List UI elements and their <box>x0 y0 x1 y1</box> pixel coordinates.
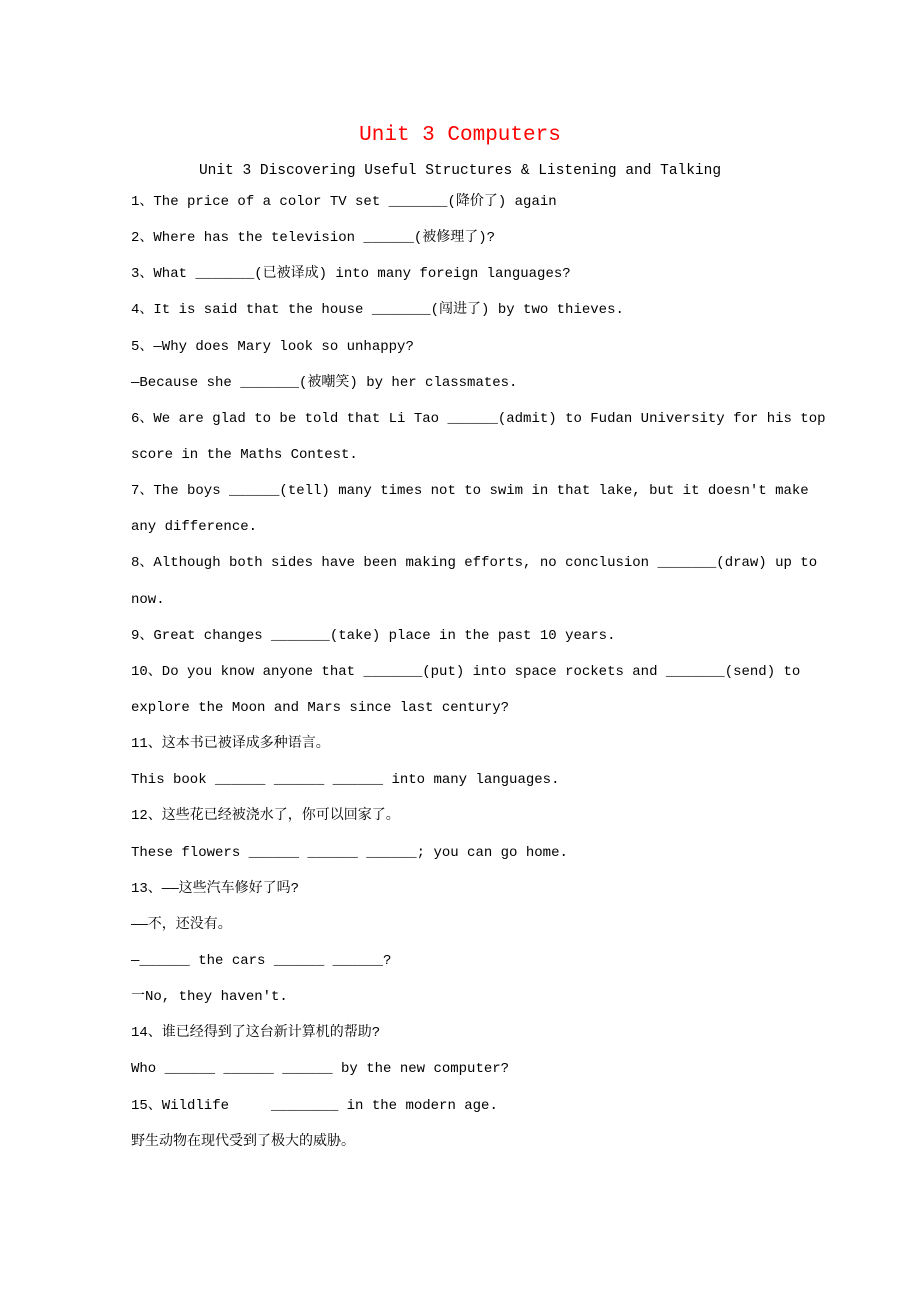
exercise-line: 4、It is said that the house _______(闯进了) by two thieves. <box>131 302 624 319</box>
exercise-line: 11、这本书已被译成多种语言。 <box>131 736 330 753</box>
document-subtitle: Unit 3 Discovering Useful Structures & Listening and Talking <box>198 163 722 179</box>
exercise-line: —______ the cars ______ ______? <box>131 952 392 969</box>
exercise-line: Who ______ ______ ______ by the new computer? <box>131 1061 510 1078</box>
exercise-line: 9、Great changes _______(take) place in the past 10 years. <box>131 627 616 644</box>
exercise-line: 野生动物在现代受到了极大的威胁。 <box>131 1133 355 1150</box>
exercise-line: 10、Do you know anyone that _______(put) into space rockets and _______(send) to <box>131 663 801 680</box>
exercise-line: 一No, they haven't. <box>131 989 288 1006</box>
exercise-line: This book ______ ______ ______ into many languages. <box>131 772 560 789</box>
exercise-line: 2、Where has the television ______(被修理了)? <box>131 230 496 247</box>
exercise-line: 12、这些花已经被浇水了，你可以回家了。 <box>131 808 400 825</box>
exercise-line: any difference. <box>131 519 258 536</box>
exercise-line: now. <box>131 591 165 608</box>
document-title: Unit 3 Computers <box>359 124 561 147</box>
exercise-list <box>131 184 831 1160</box>
exercise-line: 3、What _______(已被译成) into many foreign languages? <box>131 266 571 283</box>
exercise-line: 14、谁已经得到了这台新计算机的帮助? <box>131 1025 381 1042</box>
exercise-line: 13、——这些汽车修好了吗? <box>131 880 300 897</box>
exercise-line: 8、Although both sides have been making efforts, no conclusion _______(draw) up to <box>131 555 818 572</box>
exercise-line: 6、We are glad to be told that Li Tao ______(admit) to Fudan University for his top <box>131 410 826 427</box>
exercise-line: score in the Maths Contest. <box>131 446 358 463</box>
exercise-line: —Because she _______(被嘲笑) by her classmates. <box>131 374 518 391</box>
exercise-line: explore the Moon and Mars since last century? <box>131 699 510 716</box>
exercise-line: 1、The price of a color TV set _______(降价了) again <box>131 194 557 210</box>
exercise-line: These flowers ______ ______ ______; you can go home. <box>131 844 568 861</box>
exercise-line: 5、—Why does Mary look so unhappy? <box>131 338 414 355</box>
exercise-line: 7、The boys ______(tell) many times not to swim in that lake, but it doesn't make <box>131 483 809 500</box>
exercise-line: ——不，还没有。 <box>131 916 232 933</box>
exercise-line: 15、Wildlife ________ in the modern age. <box>131 1097 498 1114</box>
